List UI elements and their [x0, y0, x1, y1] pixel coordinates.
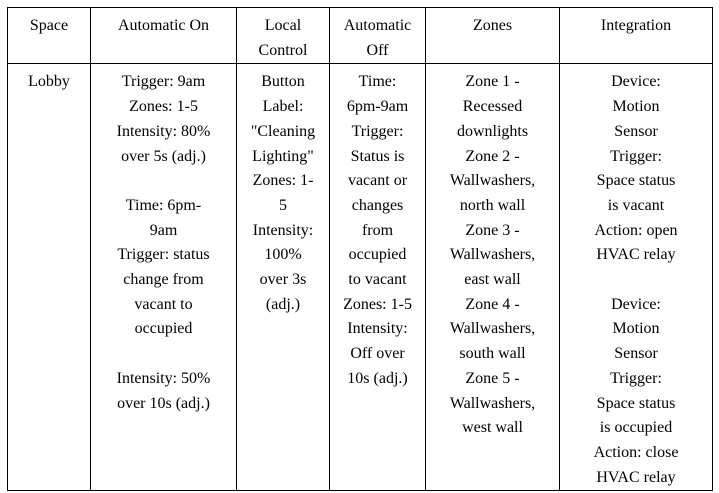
cell-line: "Cleaning — [250, 122, 316, 140]
cell-line: 9am — [149, 221, 178, 239]
cell-line: from — [361, 221, 394, 239]
cell-line: Device: — [611, 73, 661, 91]
cell-line: is vacant — [607, 196, 665, 214]
header-local-control — [237, 8, 330, 64]
lighting-controls-table — [7, 7, 713, 491]
cell-automatic-on — [91, 64, 237, 491]
cell-zones — [426, 64, 560, 491]
cell-line: 100% — [264, 246, 302, 264]
cell-line: Space status — [596, 394, 676, 412]
cell-line: Lighting" — [252, 147, 314, 165]
cell-line: HVAC relay — [596, 468, 676, 486]
cell-line: Motion — [612, 98, 660, 116]
cell-line: over 10s (adj.) — [117, 394, 210, 412]
header-local-control-line2: Control — [258, 41, 308, 59]
cell-line: Trigger: 9am — [121, 73, 206, 91]
header-space-text: Space — [29, 17, 69, 34]
cell-line: Intensity: — [347, 320, 408, 338]
cell-line: Time: — [358, 73, 397, 91]
cell-line: Zone 2 - — [465, 147, 520, 165]
cell-line: Label: — [262, 98, 304, 116]
cell-line: Zones: 1-5 — [343, 295, 412, 313]
cell-line: Motion — [612, 320, 660, 338]
cell-line: 5 — [279, 196, 287, 214]
cell-line: Wallwashers, — [449, 320, 536, 338]
cell-line: vacant to — [134, 295, 193, 313]
cell-line: Device: — [611, 295, 661, 313]
header-integration-text: Integration — [600, 17, 672, 34]
cell-line: is occupied — [599, 419, 673, 437]
header-zones — [426, 8, 560, 64]
cell-line: Time: 6pm- — [125, 196, 202, 214]
cell-line: Trigger: — [610, 147, 662, 165]
cell-line: Sensor — [614, 122, 658, 140]
cell-line: Wallwashers, — [449, 394, 536, 412]
cell-line: Button — [261, 73, 305, 91]
cell-line: vacant or — [347, 172, 408, 190]
cell-space-text: Lobby — [28, 73, 70, 91]
cell-line: 10s (adj.) — [347, 369, 408, 387]
cell-line: changes — [351, 196, 404, 214]
cell-line: Zone 1 - — [465, 73, 520, 91]
cell-space — [8, 64, 91, 491]
cell-line: Intensity: — [252, 221, 314, 239]
cell-line: Trigger: status — [117, 246, 210, 264]
header-space — [8, 8, 91, 64]
blank-line — [560, 268, 712, 293]
cell-line: south wall — [459, 345, 526, 363]
header-automatic-on — [91, 8, 237, 64]
cell-line: over 5s (adj.) — [121, 147, 206, 165]
lighting-controls-table-wrapper — [7, 7, 713, 491]
cell-line: Trigger: — [610, 369, 662, 387]
cell-line: Space status — [596, 172, 676, 190]
cell-line: change from — [123, 271, 204, 289]
cell-line: Sensor — [614, 345, 658, 363]
blank-line — [91, 169, 236, 194]
header-integration — [560, 8, 713, 64]
cell-line: occupied — [134, 320, 193, 338]
cell-line: Intensity: 50% — [116, 369, 211, 387]
cell-line: Action: open — [594, 221, 678, 239]
table-row — [8, 64, 713, 491]
cell-line: Zone 4 - — [465, 295, 520, 313]
cell-line: Wallwashers, — [449, 246, 536, 264]
cell-line: 6pm-9am — [346, 98, 409, 116]
cell-line: Recessed — [462, 98, 523, 116]
header-automatic-off-line2: Off — [366, 41, 389, 59]
cell-line: occupied — [348, 246, 407, 264]
cell-line: north wall — [459, 196, 526, 214]
cell-line: east wall — [464, 271, 521, 289]
header-automatic-on-text: Automatic On — [117, 17, 210, 34]
cell-line: to vacant — [348, 271, 407, 289]
cell-line: Zone 5 - — [465, 369, 520, 387]
cell-line: Trigger: — [351, 122, 404, 140]
cell-line: Intensity: 80% — [116, 122, 211, 140]
cell-automatic-off — [330, 64, 426, 491]
cell-local-control — [237, 64, 330, 491]
cell-line: Status is — [350, 147, 405, 165]
header-row — [8, 8, 713, 64]
header-automatic-off — [330, 8, 426, 64]
cell-line: over 3s — [259, 271, 307, 289]
cell-integration — [560, 64, 713, 491]
cell-line: downlights — [456, 122, 529, 140]
header-zones-text: Zones — [472, 17, 513, 34]
header-automatic-off-line1: Automatic — [343, 17, 412, 34]
header-local-control-line1: Local — [264, 17, 302, 34]
cell-line: HVAC relay — [596, 246, 676, 264]
cell-line: Zones: 1-5 — [129, 98, 198, 116]
blank-line — [91, 342, 236, 367]
cell-line: Off over — [350, 345, 405, 363]
cell-line: Zone 3 - — [465, 221, 520, 239]
cell-line: Wallwashers, — [449, 172, 536, 190]
cell-line: west wall — [462, 419, 523, 437]
cell-line: Action: close — [593, 443, 679, 461]
cell-line: (adj.) — [265, 295, 301, 313]
cell-line: Zones: 1- — [252, 172, 314, 190]
